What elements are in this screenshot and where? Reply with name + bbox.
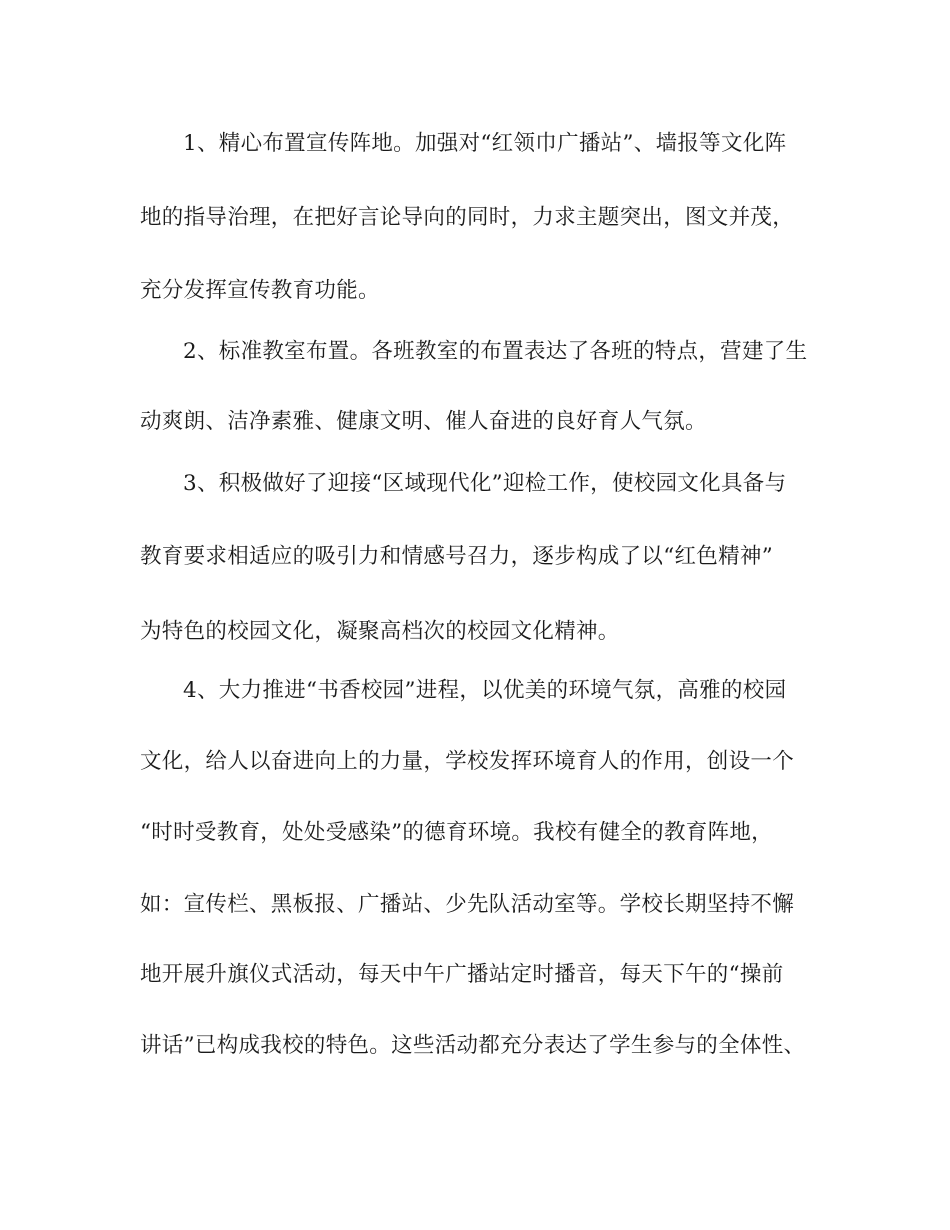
paragraph-3-line-2: 教育要求相适应的吸引力和情感号召力，逐步构成了以“红色精神” (140, 544, 773, 569)
paragraph-3-line-3: 为特色的校园文化，凝聚高档次的校园文化精神。 (140, 619, 620, 644)
paragraph-1-line-1: 1、精心布置宣传阵地。加强对“红领巾广播站”、墙报等文化阵 (183, 131, 787, 156)
paragraph-4-line-1: 4、大力推进“书香校园”进程，以优美的环境气氛，高雅的校园 (183, 678, 787, 703)
paragraph-4-line-3: “时时受教育，处处受感染”的德育环境。我校有健全的教育阵地， (140, 820, 773, 845)
paragraph-3-line-1: 3、积极做好了迎接“区域现代化”迎检工作，使校园文化具备与 (183, 471, 787, 496)
paragraph-4-line-5: 地开展升旗仪式活动，每天中午广播站定时播音，每天下午的“操前 (140, 962, 784, 987)
paragraph-2-line-1: 2、标准教室布置。各班教室的布置表达了各班的特点，营建了生 (183, 339, 808, 364)
paragraph-4-line-6: 讲话”已构成我校的特色。这些活动都充分表达了学生参与的全体性、 (140, 1033, 806, 1058)
paragraph-1-line-3: 充分发挥宣传教育功能。 (140, 278, 380, 303)
paragraph-4-line-4: 如：宣传栏、黑板报、广播站、少先队活动室等。学校长期坚持不懈 (140, 892, 795, 917)
paragraph-1-line-2: 地的指导治理，在把好言论导向的同时，力求主题突出，图文并茂， (140, 205, 795, 230)
paragraph-4-line-2: 文化，给人以奋进向上的力量，学校发挥环境育人的作用，创设一个 (140, 749, 795, 774)
paragraph-2-line-2: 动爽朗、洁净素雅、健康文明、催人奋进的良好育人气氛。 (140, 409, 707, 434)
